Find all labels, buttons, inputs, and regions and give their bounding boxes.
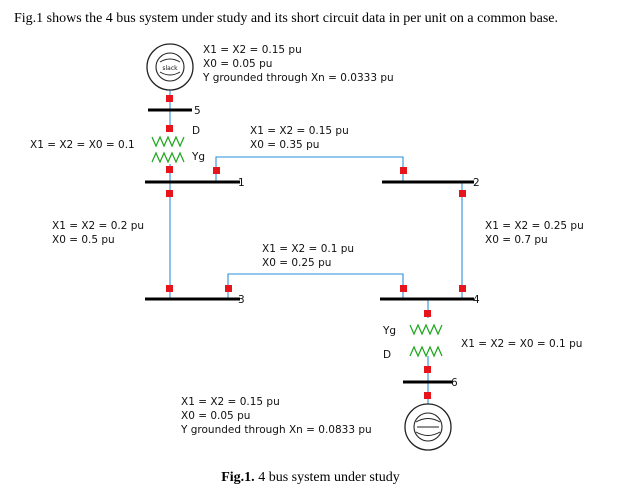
generator-bottom: [405, 404, 451, 450]
transformer-left-primary-label: D: [192, 125, 201, 137]
node: [213, 167, 220, 174]
line-3-4: [228, 274, 403, 299]
bus-6-label: 6: [451, 377, 458, 389]
transformer-right-data: X1 = X2 = X0 = 0.1 pu: [461, 338, 583, 350]
figure-caption-label: Fig.1.: [221, 470, 255, 485]
node: [459, 190, 466, 197]
line-2-4-data: [485, 220, 584, 246]
generator-bottom-data-line: X0 = 0.05 pu: [181, 410, 251, 422]
node: [424, 310, 431, 317]
transformer-left-primary-coil: [152, 137, 184, 146]
transformer-left: [152, 137, 184, 162]
line-1-3-data-line: X0 = 0.5 pu: [52, 234, 115, 246]
generator-top-data-line: X1 = X2 = 0.15 pu: [203, 44, 302, 56]
generator-bottom-data-line: X1 = X2 = 0.15 pu: [181, 396, 280, 408]
generator-bottom-data-line: Y grounded through Xn = 0.0833 pu: [181, 424, 372, 436]
node: [424, 392, 431, 399]
figure-caption-text: 4 bus system under study: [254, 470, 400, 485]
line-3-4-data: [262, 243, 354, 269]
generator-top-data-line: Y grounded through Xn = 0.0333 pu: [203, 72, 394, 84]
line-3-4-data-line: X0 = 0.25 pu: [262, 257, 332, 269]
node: [166, 190, 173, 197]
bus-1-label: 1: [238, 177, 245, 189]
line-1-3-data: [52, 220, 144, 246]
node: [459, 285, 466, 292]
intro-text: Fig.1 shows the 4 bus system under study and its short circuit data in per unit on a common base.: [14, 11, 558, 26]
line-1-2-data-line: X1 = X2 = 0.15 pu: [250, 125, 349, 137]
line-3-4-data-line: X1 = X2 = 0.1 pu: [262, 243, 355, 255]
transformer-left-data: X1 = X2 = X0 = 0.1: [30, 139, 135, 151]
line-1-3-data-line: X1 = X2 = 0.2 pu: [52, 220, 145, 232]
transformer-right-secondary-label: D: [383, 349, 392, 361]
generator-top-data-line: X0 = 0.05 pu: [203, 58, 273, 70]
transformer-left-secondary-label: Yg: [192, 151, 206, 163]
node: [400, 285, 407, 292]
transformer-right: [410, 325, 442, 356]
line-2-4-data-line: X0 = 0.7 pu: [485, 234, 548, 246]
node: [400, 167, 407, 174]
line-1-2-data-line: X0 = 0.35 pu: [250, 139, 320, 151]
node: [166, 285, 173, 292]
generator-top-data: [202, 44, 394, 84]
line-2-4-data-line: X1 = X2 = 0.25 pu: [485, 220, 584, 232]
generator-bottom-data: [180, 396, 372, 436]
transformer-right-secondary-coil: [410, 347, 442, 356]
transformer-right-primary-coil: [410, 325, 442, 334]
line-1-2-data: [250, 125, 349, 151]
node: [225, 285, 232, 292]
node: [166, 125, 173, 132]
generator-top: [147, 44, 193, 90]
bus-2-label: 2: [473, 177, 480, 189]
bus-4-label: 4: [473, 294, 480, 306]
generator-top-slack-label: slack: [162, 65, 178, 72]
transformer-right-primary-label: Yg: [383, 325, 397, 337]
node: [424, 366, 431, 373]
transformer-left-secondary-coil: [152, 153, 184, 162]
node: [166, 95, 173, 102]
bus-5-label: 5: [194, 105, 201, 117]
node: [166, 166, 173, 173]
bus-3-label: 3: [238, 294, 245, 306]
figure-caption: [0, 470, 621, 486]
